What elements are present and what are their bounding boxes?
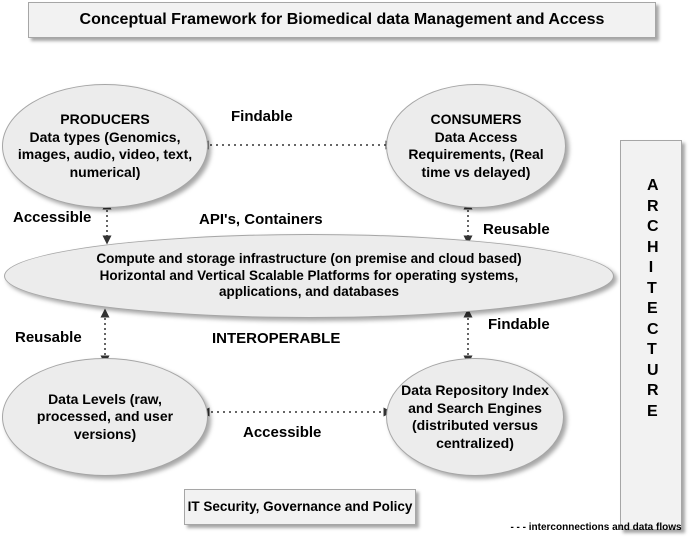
compute-node <box>4 234 614 318</box>
architecture-text: ARCHITECTURE <box>647 177 659 420</box>
accessible-left-label: Accessible <box>13 209 92 226</box>
compute-line-2: Horizontal and Vertical Scalable Platforms for operating systems, <box>99 267 519 283</box>
title-text: Conceptual Framework for Biomedical data Management and Access <box>79 11 605 28</box>
legend-text: - - - interconnections and data flows <box>510 522 682 533</box>
findable-top-label: Findable <box>231 108 293 125</box>
repository-node <box>386 358 564 476</box>
producers-body: Data types (Genomics, images, audio, video, text, numerical) <box>17 128 193 180</box>
consumers-node <box>386 84 566 208</box>
data-levels-node <box>2 358 208 476</box>
producers-node <box>2 84 208 208</box>
findable-right-label: Findable <box>488 316 550 333</box>
interoperable-label: INTEROPERABLE <box>212 330 341 347</box>
accessible-bottom-label: Accessible <box>243 424 322 441</box>
data-levels-text: Data Levels (raw, processed, and user versions) <box>36 390 174 442</box>
consumers-body: Data Access Requirements, (Real time vs delayed) <box>408 128 544 180</box>
compute-line-1: Compute and storage infrastructure (on premise and cloud based) <box>96 251 522 267</box>
compute-line-3: applications, and databases <box>218 284 400 300</box>
architecture-box <box>620 140 682 530</box>
apis-label: API's, Containers <box>199 211 323 228</box>
reusable-right-label: Reusable <box>483 221 550 238</box>
security-text: IT Security, Governance and Policy <box>187 498 413 514</box>
producers-heading: PRODUCERS <box>60 111 150 127</box>
consumers-heading: CONSUMERS <box>430 111 522 127</box>
diagram-title <box>28 2 656 38</box>
repository-text: Data Repository Index and Search Engines (distributed versus centralized) <box>401 382 549 451</box>
security-box <box>184 489 416 525</box>
reusable-left-label: Reusable <box>15 329 82 346</box>
